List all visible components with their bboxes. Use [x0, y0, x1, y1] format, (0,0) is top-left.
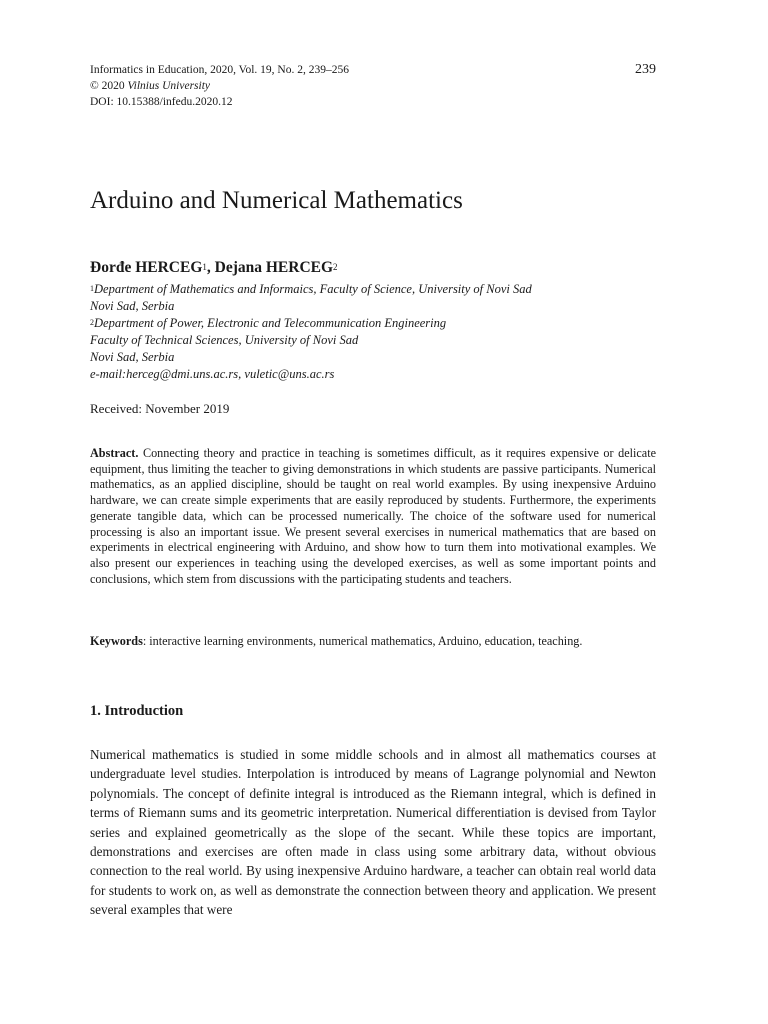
- keywords-label: Keywords: [90, 634, 143, 648]
- author-separator: ,: [206, 259, 215, 276]
- introduction-paragraph: Numerical mathematics is studied in some middle schools and in almost all mathematics courses at undergraduate level studies. Interpolation is introduced by means of Lagrange polynomial and Newton polynomials. The concept of definite integral is introduced as the Riemann integral, which is defined in terms of Riemann sums and its geometric interpretation. Numerical differentiation is devised from Taylor series and explained geometrically as the slope of the secant. While these topics are important, demonstrations and exercises are often made in class using some arbitrary data, without obvious connection to the real world. By using inexpensive Arduino hardware, a teacher can obtain real world data for students to work on, as well as demonstrate the connection between theory and application. We present several examples that were: [90, 747, 656, 918]
- copyright-line: [90, 78, 656, 94]
- affiliation-line: Novi Sad, Serbia: [90, 299, 175, 313]
- affiliation-line: [90, 281, 656, 298]
- author-name: Đorđe HERCEG: [90, 259, 203, 276]
- affiliation-marker: 2: [90, 318, 94, 327]
- affiliations: [90, 281, 656, 383]
- journal-citation: Informatics in Education, 2020, Vol. 19, No. 2, 239–256: [90, 64, 349, 76]
- page-number: 239: [635, 62, 656, 77]
- paper-title: Arduino and Numerical Mathematics: [90, 187, 463, 214]
- doi-line: DOI: 10.15388/infedu.2020.12: [90, 96, 233, 108]
- abstract-label: Abstract.: [90, 446, 139, 460]
- publisher-name: Vilnius University: [127, 80, 211, 92]
- author-affiliation-marker: 1: [202, 262, 207, 272]
- affiliation-line: [90, 315, 656, 332]
- author-affiliation-marker: 2: [333, 262, 338, 272]
- affiliation-text: Department of Power, Electronic and Telecommunication Engineering: [94, 316, 447, 330]
- keywords-text: : interactive learning environments, numerical mathematics, Arduino, education, teaching.: [142, 634, 583, 648]
- author-list: [90, 258, 338, 278]
- section-heading: 1. Introduction: [90, 703, 184, 719]
- keywords: [90, 634, 656, 650]
- abstract: [90, 446, 656, 587]
- affiliation-line: Novi Sad, Serbia: [90, 350, 175, 364]
- affiliation-text: Department of Mathematics and Informaics, Faculty of Science, University of Novi Sad: [94, 282, 532, 296]
- journal-header: [90, 62, 656, 110]
- author-name: Dejana HERCEG: [214, 259, 334, 276]
- received-date: Received: November 2019: [90, 401, 230, 416]
- affiliation-marker: 1: [90, 284, 94, 293]
- affiliation-line: Faculty of Technical Sciences, University of Novi Sad: [90, 333, 359, 347]
- author-email: e-mail:herceg@dmi.uns.ac.rs, vuletic@uns.ac.rs: [90, 367, 335, 381]
- copyright-prefix: © 2020: [90, 80, 128, 92]
- abstract-text: Connecting theory and practice in teaching is sometimes difficult, as it requires expensive or delicate equipment, thus limiting the teacher to giving demonstrations in which students are passive participants. Numerical mathematics, as an applied discipline, should be taught on real world examples. By using inexpensive Arduino hardware, we can create simple experiments that are easily reproduced by students. Furthermore, the experiments generate tangible data, which can be processed numerically. The choice of the software used for numerical processing is also an important issue. We present several exercises in numerical mathematics that are based on experiments in electrical engineering with Arduino, and show how to turn them into motivational examples. We also present our experiences in teaching using the developed exercises, as well as some important points and conclusions, which stem from discussions with the participating students and teachers.: [90, 446, 656, 586]
